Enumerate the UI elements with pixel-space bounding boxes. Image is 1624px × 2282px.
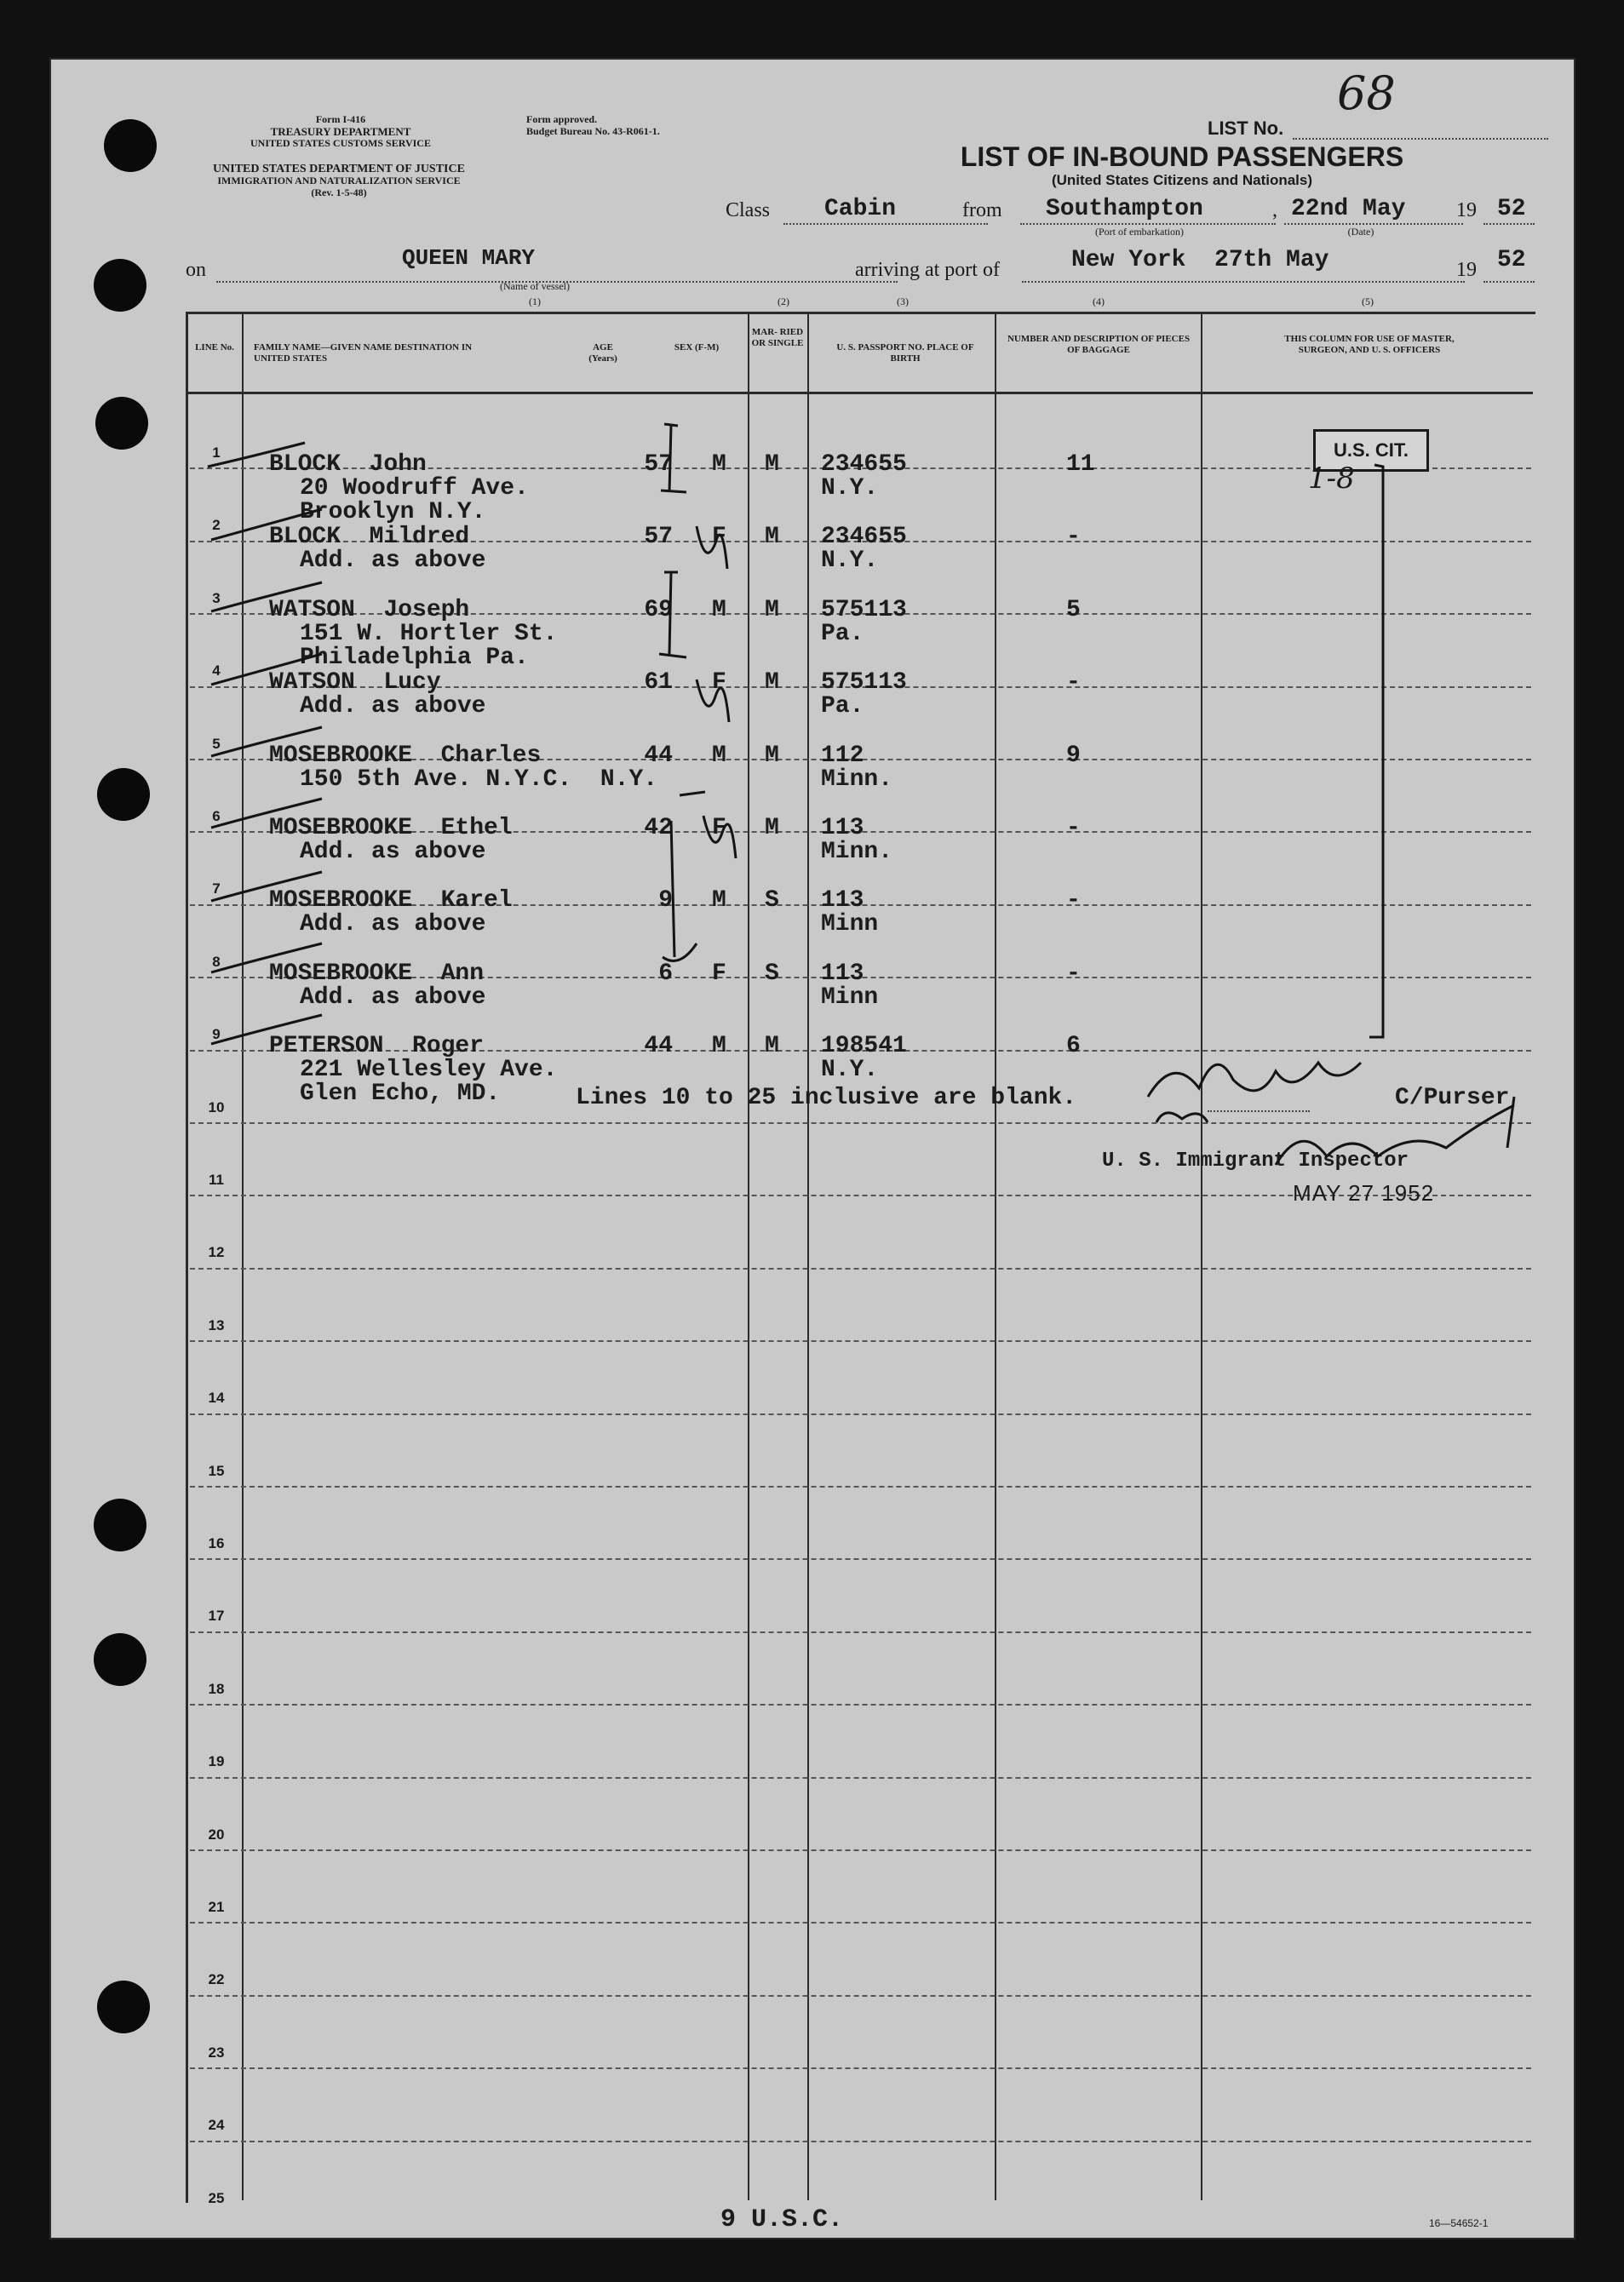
line-5-destination-mark [680,792,705,795]
passenger-destination: 150 5th Ave. N.Y.C. N.Y. [300,765,658,793]
passenger-sex: M [712,742,726,769]
col-2-number: (2) [778,295,789,307]
passenger-birthplace: Minn [821,911,879,938]
passenger-passport-no: 234655 [821,524,907,551]
col-header-baggage: NUMBER AND DESCRIPTION OF PIECES OF BAGGAGE [1007,334,1191,355]
passenger-name: BLOCK John [269,451,427,478]
line-number: 25 [208,2189,225,2206]
passenger-age: 57 [644,451,673,478]
date-value: 22nd May [1291,196,1406,222]
line-number: 10 [208,1098,225,1115]
passenger-age: 44 [644,742,673,769]
line-number: 12 [208,1244,225,1261]
passenger-destination-line2: Philadelphia Pa. [300,644,529,671]
passenger-age: 61 [644,669,673,697]
line-number: 20 [208,1826,225,1843]
line-number: 21 [208,1899,225,1915]
passenger-marital-status: M [765,815,779,841]
passenger-marital-status: S [765,960,779,987]
passenger-marital-status: M [765,742,779,769]
line-number: 18 [208,1680,225,1697]
passenger-marital-status: M [765,524,779,551]
line-number: 19 [208,1753,225,1770]
form-approved: Form approved. [526,113,598,125]
col-1-number: (1) [529,295,541,307]
passenger-passport-no: 198541 [821,1033,907,1060]
year-value: 52 [1497,196,1526,222]
page-subtitle: (United States Citizens and Nationals) [1051,172,1313,188]
passenger-baggage: - [1066,887,1081,915]
passenger-name: MOSEBROOKE Karel [269,887,513,915]
passenger-birthplace: N.Y. [821,475,879,502]
on-label: on [186,259,206,281]
ins-service: IMMIGRATION AND NATURALIZATION SERVICE [217,175,461,186]
line-number: 4 [212,662,221,679]
passenger-birthplace: N.Y. [821,1057,879,1084]
passenger-destination: Add. as above [300,693,486,720]
passenger-age: 6 [658,960,673,987]
passenger-destination: Add. as above [300,548,486,575]
stamp-note-handwritten: 1-8 [1308,462,1355,496]
passenger-passport-no: 113 [821,815,864,841]
customs-service: UNITED STATES CUSTOMS SERVICE [250,137,431,149]
passenger-name: WATSON Lucy [269,669,441,697]
passenger-birthplace: N.Y. [821,548,879,575]
passenger-sex: M [712,596,726,623]
line-number: 9 [212,1026,221,1043]
passenger-birthplace: Pa. [821,620,864,647]
col-header-line: LINE No. [195,342,234,353]
passenger-birthplace: Minn. [821,839,893,865]
passenger-baggage: - [1066,524,1081,551]
blank-lines-note: Lines 10 to 25 inclusive are blank. [576,1085,1077,1111]
passenger-destination: Add. as above [300,839,486,865]
port-caption: (Port of embarkation) [1095,226,1184,238]
passenger-birthplace: Pa. [821,693,864,720]
passenger-baggage: 11 [1066,451,1095,478]
date-caption: (Date) [1347,226,1374,238]
line-number: 22 [208,1971,225,1988]
passenger-passport-no: 112 [821,742,864,769]
passenger-name: PETERSON Roger [269,1033,485,1060]
passenger-birthplace: Minn. [821,765,893,793]
passenger-marital-status: M [765,596,779,623]
passenger-destination: 20 Woodruff Ave. [300,475,529,502]
line-number: 1 [212,444,221,461]
passenger-age: 57 [644,524,673,551]
line-number: 23 [208,2044,225,2061]
checkmarks [659,424,736,960]
line-number: 8 [212,953,221,970]
passenger-destination-line2: Glen Echo, MD. [300,1081,501,1108]
passenger-passport-no: 113 [821,887,864,915]
line-number: 15 [208,1462,225,1479]
passenger-age: 42 [644,815,673,841]
arriving-label: arriving at port of [855,259,1000,281]
bracket-line [1369,465,1383,1037]
arrival-year-prefix: 19 [1456,259,1477,281]
passenger-name: MOSEBROOKE Charles [269,742,542,769]
page-title: LIST OF IN-BOUND PASSENGERS [960,141,1404,172]
passenger-baggage: - [1066,669,1081,697]
passenger-baggage: 5 [1066,596,1081,623]
passenger-marital-status: M [765,451,779,478]
from-label: from [962,199,1002,221]
budget-bureau: Budget Bureau No. 43-R061-1. [526,125,660,137]
list-no-label: LIST No. [1208,118,1284,139]
handwritten-marks [49,58,1575,2239]
line-number: 3 [212,589,221,606]
passenger-baggage: 9 [1066,742,1081,769]
col-header-name: FAMILY NAME—GIVEN NAME DESTINATION IN UNITED STATES [254,342,473,364]
justice-dept: UNITED STATES DEPARTMENT OF JUSTICE [213,163,465,175]
col-header-married: MAR- RIED OR SINGLE [751,327,804,348]
inspector-label: U. S. Immigrant Inspector [1102,1150,1409,1173]
line-number: 24 [208,2117,225,2134]
passenger-destination: 221 Wellesley Ave. [300,1057,558,1084]
passenger-sex: F [712,960,726,987]
col-header-sex: SEX (F-M) [674,342,720,353]
inspector-signature [1276,1097,1514,1165]
passenger-name: WATSON Joseph [269,596,470,623]
class-value: Cabin [824,196,897,222]
passenger-name: MOSEBROOKE Ethel [269,815,513,841]
passenger-age: 44 [644,1033,673,1060]
line-number: 5 [212,735,221,752]
passenger-name: BLOCK Mildred [269,524,470,551]
passenger-sex: M [712,1033,726,1060]
line-number: 2 [212,517,221,534]
passenger-destination: Add. as above [300,983,486,1011]
col-5-number: (5) [1362,295,1374,307]
vessel-name: QUEEN MARY [402,245,536,271]
passenger-destination: 151 W. Hortler St. [300,620,558,647]
manifest-page [49,58,1575,2239]
class-label: Class [726,199,771,221]
passenger-sex: F [712,669,726,697]
footer-code: 9 U.S.C. [720,2205,844,2234]
from-value: Southampton [1046,196,1203,222]
passenger-sex: F [712,524,726,551]
passenger-sex: M [712,451,726,478]
line-number: 6 [212,808,221,824]
list-number-handwritten: 68 [1337,66,1396,120]
col-4-number: (4) [1093,295,1105,307]
arrival-value: New York 27th May [1071,247,1329,273]
comma-1: , [1272,199,1277,221]
inspection-date-stamp: MAY 27 1952 [1293,1180,1435,1206]
purser-signature [1148,1063,1361,1122]
passenger-marital-status: S [765,887,779,915]
passenger-baggage: - [1066,815,1081,841]
us-citizen-stamp: U.S. CIT. [1313,429,1429,472]
line-number: 16 [208,1535,225,1551]
print-code: 16—54652-1 [1429,2217,1489,2229]
line-number: 14 [208,1390,225,1407]
form-revision: (Rev. 1-5-48) [311,186,367,198]
purser-label: C/Purser [1395,1085,1510,1111]
treasury-dept: TREASURY DEPARTMENT [270,125,411,138]
passenger-destination: Add. as above [300,911,486,938]
form-id: Form I-416 [315,113,366,125]
line-tick-marks [208,443,322,1044]
passenger-marital-status: M [765,1033,779,1060]
passenger-age: 69 [644,596,673,623]
vessel-caption: (Name of vessel) [500,280,570,292]
year-prefix: 19 [1456,199,1477,221]
col-header-passport: U. S. PASSPORT NO. PLACE OF BIRTH [836,342,974,364]
passenger-marital-status: M [765,669,779,697]
col-header-age: AGE (Years) [588,342,617,364]
passenger-age: 9 [658,887,673,915]
passenger-baggage: 6 [1066,1033,1081,1060]
arrival-year-value: 52 [1497,247,1526,273]
passenger-sex: F [712,815,726,841]
passenger-destination-line2: Brooklyn N.Y. [300,499,486,525]
line-number: 13 [208,1316,225,1333]
passenger-sex: M [712,887,726,915]
passenger-name: MOSEBROOKE Ann [269,960,485,987]
passenger-passport-no: 575113 [821,596,907,623]
passenger-passport-no: 575113 [821,669,907,697]
passenger-baggage: - [1066,960,1081,987]
passenger-passport-no: 113 [821,960,864,987]
line-number: 17 [208,1608,225,1625]
col-3-number: (3) [897,295,909,307]
col-header-officers: THIS COLUMN FOR USE OF MASTER, SURGEON, AND U. S. OFFICERS [1284,334,1455,355]
passenger-passport-no: 234655 [821,451,907,478]
passenger-birthplace: Minn [821,983,879,1011]
line-number: 11 [209,1172,224,1188]
line-number: 7 [212,880,221,897]
